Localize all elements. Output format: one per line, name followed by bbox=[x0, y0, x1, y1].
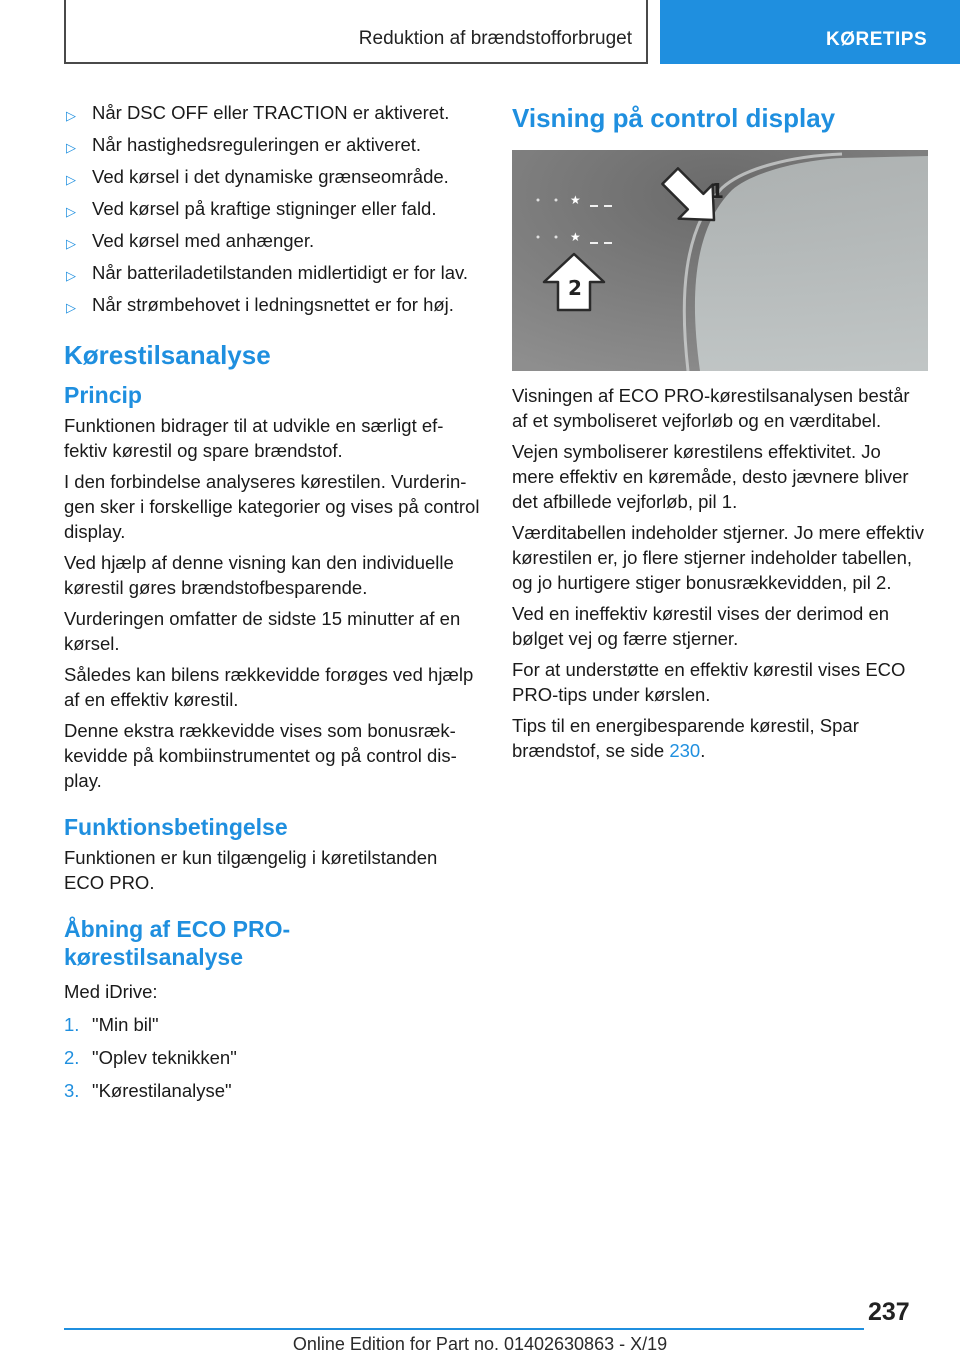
triangle-bullet-icon: ▷ bbox=[66, 268, 76, 283]
list-item: 2. "Oplev teknikken" bbox=[64, 1047, 237, 1068]
paragraph: For at understøtte en effektiv kørestil vises ECO PRO-tips under kørslen. bbox=[512, 659, 906, 705]
right-column bbox=[512, 100, 928, 769]
triangle-bullet-icon: ▷ bbox=[66, 300, 76, 315]
list-item: ▷ Når DSC OFF eller TRACTION er aktiveret. bbox=[64, 100, 480, 125]
heading-funktionsbetingelse: Funktionsbetingelse bbox=[64, 814, 288, 840]
heading-abning: Åbning af ECO PRO-kørestilsanalyse bbox=[64, 916, 291, 970]
list-item: ▷ Når strømbehovet i ledningsnettet er for høj. bbox=[64, 292, 480, 317]
svg-text:2: 2 bbox=[568, 276, 582, 300]
chapter-tab[interactable] bbox=[660, 0, 960, 64]
list-item: ▷ Ved kørsel på kraftige stigninger eller fald. bbox=[64, 196, 480, 221]
heading-princip: Princip bbox=[64, 382, 142, 408]
idrive-steps bbox=[64, 1012, 480, 1103]
condition-list bbox=[64, 100, 480, 317]
page-link-230[interactable]: 230 bbox=[669, 740, 701, 761]
left-column bbox=[64, 100, 480, 1111]
page-number: 237 bbox=[868, 1298, 910, 1326]
paragraph: Funktionen bidrager til at udvikle en særligt effektiv kørestil og spare brændstof. bbox=[64, 415, 444, 461]
footer-edition: Online Edition for Part no. 01402630863 - X/19 bbox=[292, 1334, 668, 1354]
paragraph: I den forbindelse analyseres kørestilen. Vurderingen sker i forskellige kategorier og vises på control display. bbox=[64, 471, 480, 542]
paragraph: Ved hjælp af denne visning kan den individuelle kørestil gøres brændstofbesparende. bbox=[64, 552, 454, 598]
triangle-bullet-icon: ▷ bbox=[66, 140, 76, 155]
list-item: 3. "Kørestilanalyse" bbox=[64, 1080, 232, 1101]
paragraph: Værditabellen indeholder stjerner. Jo mere effektiv kørestilen er, jo flere stjerner indeholder tabellen, og jo hurtigere stiger bonusrækkevidden, pil 2. bbox=[512, 522, 925, 593]
list-item: ▷ Når batteriladetilstanden midlertidigt er for lav. bbox=[64, 260, 480, 285]
triangle-bullet-icon: ▷ bbox=[66, 108, 76, 123]
list-item: ▷ Når hastighedsreguleringen er aktiveret. bbox=[64, 132, 480, 157]
control-display-figure bbox=[512, 150, 928, 371]
heading-visning: Visning på control display bbox=[512, 103, 836, 133]
triangle-bullet-icon: ▷ bbox=[66, 236, 76, 251]
paragraph: Således kan bilens rækkevidde forøges ved hjælp af en effektiv kørestil. bbox=[64, 664, 474, 710]
paragraph: Vejen symboliserer kørestilens effektivitet. Jo mere effektiv en køremåde, desto jævnere bliver det afbillede vejforløb, pil 1. bbox=[512, 441, 909, 512]
triangle-bullet-icon: ▷ bbox=[66, 172, 76, 187]
paragraph: Tips til en energibesparende kørestil, Spar brændstof, se side 230. bbox=[512, 715, 859, 761]
chapter-tab-label: KØRETIPS bbox=[826, 29, 928, 50]
paragraph: Ved en ineffektiv kørestil vises der derimod en bølget vej og færre stjerner. bbox=[512, 603, 890, 649]
list-item: 1. "Min bil" bbox=[64, 1014, 159, 1035]
paragraph: Funktionen er kun tilgængelig i køretilstanden ECO PRO. bbox=[64, 847, 438, 893]
paragraph: Visningen af ECO PRO-kørestilsanalysen består af et symboliseret vejforløb og en værditabel. bbox=[512, 385, 910, 431]
paragraph: Med iDrive: bbox=[64, 981, 158, 1002]
triangle-bullet-icon: ▷ bbox=[66, 204, 76, 219]
header-box bbox=[64, 0, 648, 64]
list-item: ▷ Ved kørsel i det dynamiske grænseområde. bbox=[64, 164, 480, 189]
svg-text:1: 1 bbox=[710, 179, 724, 203]
list-item: ▷ Ved kørsel med anhænger. bbox=[64, 228, 480, 253]
paragraph: Vurderingen omfatter de sidste 15 minutter af en kørsel. bbox=[64, 608, 461, 654]
heading-korestilsanalyse: Kørestilsanalyse bbox=[64, 340, 271, 370]
road-display-image bbox=[512, 150, 928, 371]
star-icon: ★ bbox=[570, 230, 581, 244]
footer-divider bbox=[64, 1328, 864, 1330]
paragraph: Denne ekstra rækkevidde vises som bonusrækkevidde på kombiinstrumentet og på control display. bbox=[64, 720, 457, 791]
star-icon: ★ bbox=[570, 193, 581, 207]
section-title: Reduktion af brændstofforbruget bbox=[358, 28, 632, 49]
